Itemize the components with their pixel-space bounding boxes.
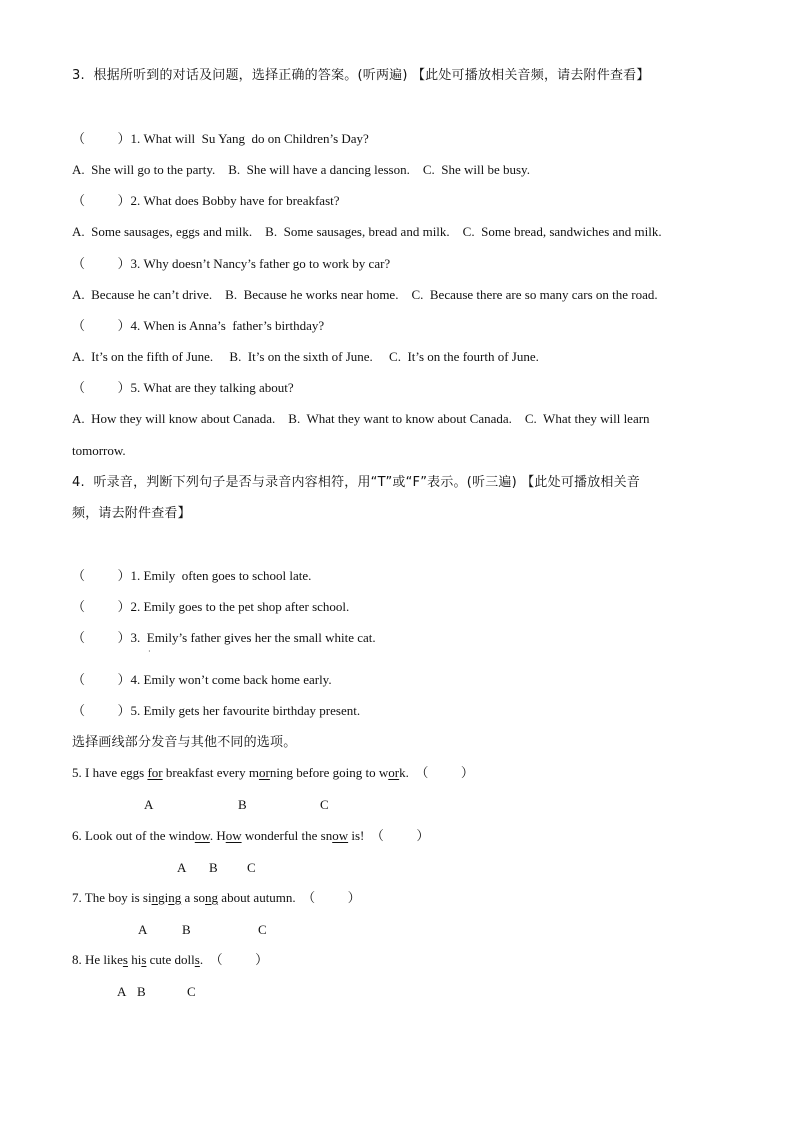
statement-4-3: （ ）3. Emily’s father gives her the small white cat. xyxy=(72,630,376,645)
label-b: B xyxy=(137,984,146,999)
question-8: 8. He likes his cute dolls. （ ） xyxy=(72,952,269,967)
question-6: 6. Look out of the window. How wonderful the snow is! （ ） xyxy=(72,828,430,843)
question-5: 5. I have eggs for breakfast every morning before going to work. （ ） xyxy=(72,765,474,780)
label-a: A xyxy=(138,922,148,937)
stray-mark: · xyxy=(148,647,151,656)
underlined-a: s xyxy=(122,952,128,967)
statement-4-1: （ ）1. Emily often goes to school late. xyxy=(72,568,312,583)
label-b: B xyxy=(238,797,247,812)
underlined-a: ow xyxy=(194,828,210,843)
underlined-b: ow xyxy=(225,828,242,843)
question-3-2: （ ）2. What does Bobby have for breakfast? xyxy=(72,193,340,208)
underlined-c: s xyxy=(194,952,200,967)
statement-4-4: （ ）4. Emily won’t come back home early. xyxy=(72,672,332,687)
question-3-1: （ ）1. What will Su Yang do on Children’s Day? xyxy=(72,131,369,146)
label-c: C xyxy=(320,797,329,812)
section4-heading-line1: 4. 听录音，判断下列句子是否与录音内容相符，用“T”或“F”表示。(听三遍) 【此处可播放相关音 xyxy=(72,475,641,490)
underlined-b: s xyxy=(141,952,147,967)
underlined-c: or xyxy=(388,765,400,780)
section4-heading-line2: 频，请去附件查看】 xyxy=(72,506,191,521)
underlined-a: for xyxy=(147,765,163,780)
statement-4-5: （ ）5. Emily gets her favourite birthday present. xyxy=(72,703,361,718)
options-3-1: A. She will go to the party. B. She will have a dancing lesson. C. She will be busy. xyxy=(72,162,530,177)
question-3-3: （ ）3. Why doesn’t Nancy’s father go to work by car? xyxy=(72,256,391,271)
question-3-5: （ ）5. What are they talking about? xyxy=(72,380,294,395)
underlined-b: or xyxy=(259,765,270,780)
label-a: A xyxy=(177,860,187,875)
options-3-4: A. It’s on the fifth of June. B. It’s on the sixth of June. C. It’s on the fourth of June. xyxy=(72,349,539,364)
statement-4-2: （ ）2. Emily goes to the pet shop after school. xyxy=(72,599,350,614)
label-c: C xyxy=(258,922,267,937)
options-3-2: A. Some sausages, eggs and milk. B. Some sausages, bread and milk. C. Some bread, sandwiches and milk. xyxy=(72,224,662,239)
label-b: B xyxy=(209,860,218,875)
question-7: 7. The boy is singing a song about autumn. （ ） xyxy=(72,890,361,905)
label-a: A xyxy=(117,984,127,999)
question-3-4: （ ）4. When is Anna’s father’s birthday? xyxy=(72,318,325,333)
options-3-3: A. Because he can’t drive. B. Because he works near home. C. Because there are so many cars on the road. xyxy=(72,287,658,302)
label-a: A xyxy=(144,797,154,812)
underlined-c: ow xyxy=(332,828,349,843)
section3-heading: 3. 根据所听到的对话及问题，选择正确的答案。(听两遍) 【此处可播放相关音频，请去附件查看】 xyxy=(72,68,650,83)
underlined-b: ng xyxy=(168,890,182,905)
options-3-5-continued: tomorrow. xyxy=(72,443,126,458)
underlined-a: ng xyxy=(151,890,165,905)
section5-intro: 选择画线部分发音与其他不同的选项。 xyxy=(72,735,297,750)
underlined-c: ng xyxy=(205,890,219,905)
label-c: C xyxy=(187,984,196,999)
label-c: C xyxy=(247,860,256,875)
options-3-5: A. How they will know about Canada. B. What they want to know about Canada. C. What they will learn xyxy=(72,411,650,426)
label-b: B xyxy=(182,922,191,937)
